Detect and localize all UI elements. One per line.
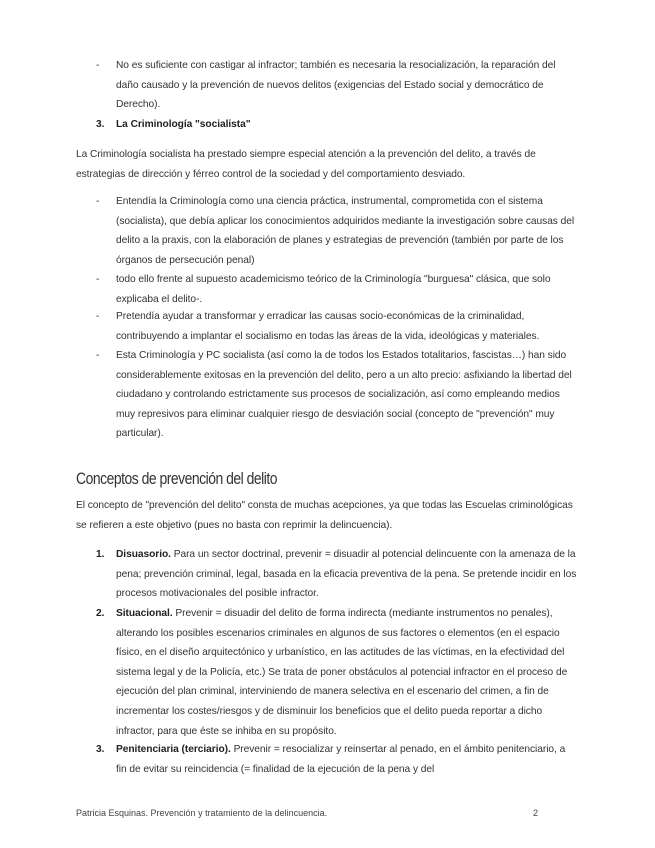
list-item-text: Entendía la Criminología como una ciencia práctica, instrumental, comprometida con el sistema (socialista), que debía aplicar los conocimientos adquiridos mediante la investigación sobre causas del delito a la praxis, con la elaboración de planes y estrategias de prevención (también por parte de los órganos de persecución penal) — [116, 196, 575, 266]
list-item-text: Esta Criminología y PC socialista (así como la de todos los Estados totalitarios, fascistas…) han sido considerablemente exitosas en la prevención del delito, pero a un alto precio: asfixiando la libertad del ciudadano y controlando estrictamente sus procesos de socialización, así como empleando medios muy represivos para eliminar cualquier riesgo de desviación social (concepto de "prevención" muy particular). — [116, 350, 572, 440]
section-number: 3. — [96, 119, 105, 130]
paragraph-conceptos: El concepto de "prevención del delito" consta de muchas acepciones, ya que todas las Escuelas criminológicas se refieren a este objetivo (pues no basta con reprimir la delincuencia). — [76, 500, 573, 531]
list-item-text: todo ello frente al supuesto academicismo teórico de la Criminología "burguesa" clásica, que solo explicaba el delito-. — [116, 274, 551, 305]
list-number: 3. — [96, 744, 105, 755]
page-number: 2 — [533, 808, 539, 818]
list-bullet: - — [96, 274, 100, 285]
list-item-text: No es suficiente con castigar al infractor; también es necesaria la resocialización, la reparación del daño causado y la prevención de nuevos delitos (exigencias del Estado social y democrático de Derecho). — [116, 60, 556, 111]
list-bullet: - — [96, 60, 100, 71]
numbered-list-item — [116, 740, 578, 779]
list-bullet: - — [96, 350, 100, 361]
section-title: La Criminología "socialista" — [116, 119, 251, 130]
section-heading: Conceptos de prevención del delito — [76, 469, 278, 488]
footer-text: Patricia Esquinas. Prevención y tratamiento de la delincuencia. — [76, 808, 328, 818]
paragraph-socialista: La Criminología socialista ha prestado siempre especial atención a la prevención del delito, a través de estrategias de dirección y férreo control de la sociedad y del comportamiento desviado. — [76, 149, 536, 180]
list-item-text: Para un sector doctrinal, prevenir = disuadir al potencial delincuente con la amenaza de la pena; prevención criminal, legal, basada en la eficacia preventiva de la pena. Se pretende incidir en los procesos motivacionales del posible infractor. — [116, 549, 577, 600]
numbered-list-item — [116, 604, 578, 741]
list-number: 2. — [96, 608, 105, 619]
numbered-list-item — [116, 545, 578, 604]
list-bullet: - — [96, 196, 100, 207]
list-number: 1. — [96, 549, 105, 560]
list-item-text: Prevenir = disuadir del delito de forma indirecta (mediante instrumentos no penales), alterando los posibles escenarios criminales en algunos de sus factores o elementos (en el espacio físico, en el diseño arquitectónico y urbanístico, en las actitudes de las víctimas, en la efectividad del sistema legal y de la Policía, etc.) Se trata de poner obstáculos al potencial infractor en el proceso de ejecución del plan criminal, interviniendo de manera selectiva en el escenario del crimen, a fin de incrementar los costes/riesgos y de disminuir los beneficios que el delito pueda reportar a dicho infractor, para que éste se inhiba en su propósito. — [116, 608, 568, 737]
list-item-term: Situacional. — [116, 608, 173, 619]
list-item-term: Penitenciaria (terciario). — [116, 744, 231, 755]
list-item-term: Disuasorio. — [116, 549, 171, 560]
list-bullet: - — [96, 311, 100, 322]
list-item-text: Pretendía ayudar a transformar y erradicar las causas socio-económicas de la criminalidad, contribuyendo a implantar el socialismo en todas las áreas de la vida, ideológicas y materiales. — [116, 311, 540, 342]
list-item-text: Prevenir = resocializar y reinsertar al penado, en el ámbito penitenciario, a fin de evitar su reincidencia (= finalidad de la ejecución de la pena y del — [116, 744, 566, 775]
